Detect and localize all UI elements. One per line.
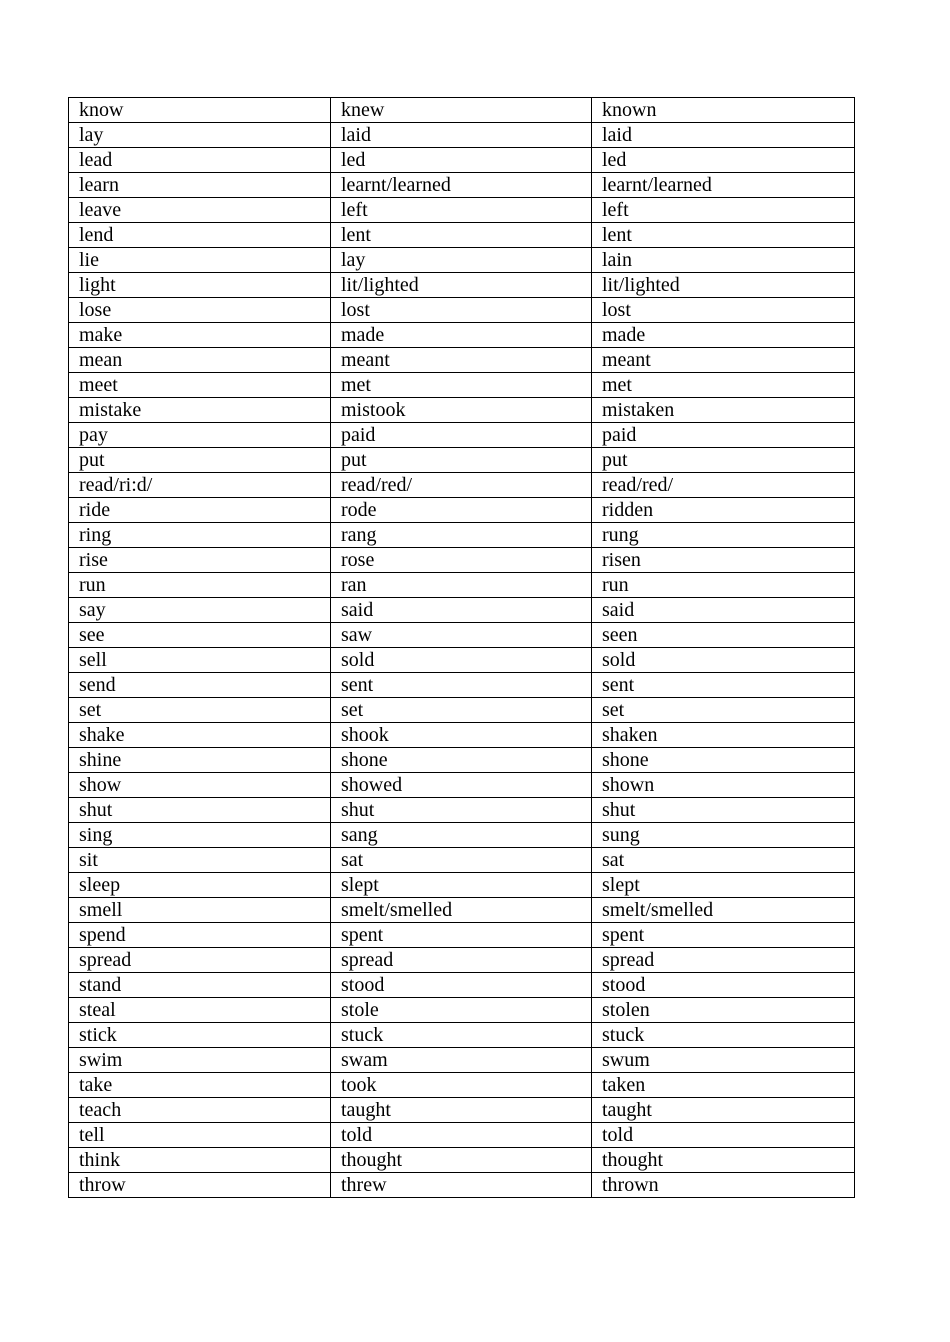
table-row: [69, 423, 855, 448]
table-row: [69, 373, 855, 398]
past-participle-cell: learnt/learned: [592, 173, 855, 198]
past-participle-cell: shut: [592, 798, 855, 823]
past-participle-cell: spent: [592, 923, 855, 948]
past-participle-cell: ridden: [592, 498, 855, 523]
table-row: [69, 1048, 855, 1073]
past-simple-cell: sent: [331, 673, 592, 698]
past-participle-cell: left: [592, 198, 855, 223]
base-form-cell: lend: [69, 223, 331, 248]
base-form-cell: sing: [69, 823, 331, 848]
past-participle-cell: met: [592, 373, 855, 398]
past-participle-cell: led: [592, 148, 855, 173]
base-form-cell: take: [69, 1073, 331, 1098]
table-row: [69, 298, 855, 323]
past-participle-cell: read/red/: [592, 473, 855, 498]
base-form-cell: smell: [69, 898, 331, 923]
base-form-cell: leave: [69, 198, 331, 223]
table-row: [69, 573, 855, 598]
base-form-cell: stick: [69, 1023, 331, 1048]
past-simple-cell: led: [331, 148, 592, 173]
table-row: [69, 623, 855, 648]
base-form-cell: swim: [69, 1048, 331, 1073]
past-simple-cell: stood: [331, 973, 592, 998]
table-row: [69, 848, 855, 873]
table-row: [69, 798, 855, 823]
past-simple-cell: paid: [331, 423, 592, 448]
table-row: [69, 698, 855, 723]
past-participle-cell: put: [592, 448, 855, 473]
past-participle-cell: sat: [592, 848, 855, 873]
base-form-cell: sit: [69, 848, 331, 873]
past-participle-cell: run: [592, 573, 855, 598]
base-form-cell: lay: [69, 123, 331, 148]
past-simple-cell: made: [331, 323, 592, 348]
past-simple-cell: smelt/smelled: [331, 898, 592, 923]
past-participle-cell: shaken: [592, 723, 855, 748]
past-participle-cell: made: [592, 323, 855, 348]
base-form-cell: rise: [69, 548, 331, 573]
base-form-cell: lead: [69, 148, 331, 173]
table-row: [69, 898, 855, 923]
past-participle-cell: meant: [592, 348, 855, 373]
table-row: [69, 148, 855, 173]
past-participle-cell: seen: [592, 623, 855, 648]
past-simple-cell: thought: [331, 1148, 592, 1173]
past-participle-cell: lost: [592, 298, 855, 323]
past-simple-cell: said: [331, 598, 592, 623]
table-row: [69, 348, 855, 373]
table-row: [69, 173, 855, 198]
past-simple-cell: meant: [331, 348, 592, 373]
table-row: [69, 923, 855, 948]
base-form-cell: set: [69, 698, 331, 723]
verb-forms-table: [68, 97, 855, 1198]
table-row: [69, 498, 855, 523]
past-simple-cell: read/red/: [331, 473, 592, 498]
past-simple-cell: told: [331, 1123, 592, 1148]
past-simple-cell: learnt/learned: [331, 173, 592, 198]
past-participle-cell: lain: [592, 248, 855, 273]
base-form-cell: know: [69, 98, 331, 123]
past-participle-cell: sung: [592, 823, 855, 848]
base-form-cell: stand: [69, 973, 331, 998]
base-form-cell: mean: [69, 348, 331, 373]
base-form-cell: shut: [69, 798, 331, 823]
table-row: [69, 98, 855, 123]
base-form-cell: say: [69, 598, 331, 623]
past-simple-cell: stole: [331, 998, 592, 1023]
past-simple-cell: knew: [331, 98, 592, 123]
table-row: [69, 773, 855, 798]
table-row: [69, 273, 855, 298]
base-form-cell: run: [69, 573, 331, 598]
table-row: [69, 998, 855, 1023]
past-simple-cell: stuck: [331, 1023, 592, 1048]
past-participle-cell: shone: [592, 748, 855, 773]
past-simple-cell: set: [331, 698, 592, 723]
base-form-cell: lie: [69, 248, 331, 273]
past-simple-cell: taught: [331, 1098, 592, 1123]
base-form-cell: shake: [69, 723, 331, 748]
past-simple-cell: shut: [331, 798, 592, 823]
past-simple-cell: spread: [331, 948, 592, 973]
base-form-cell: throw: [69, 1173, 331, 1198]
past-simple-cell: lit/lighted: [331, 273, 592, 298]
past-simple-cell: mistook: [331, 398, 592, 423]
table-row: [69, 823, 855, 848]
past-participle-cell: smelt/smelled: [592, 898, 855, 923]
table-row: [69, 1148, 855, 1173]
past-participle-cell: shown: [592, 773, 855, 798]
past-simple-cell: rose: [331, 548, 592, 573]
past-participle-cell: stolen: [592, 998, 855, 1023]
past-simple-cell: saw: [331, 623, 592, 648]
past-participle-cell: lit/lighted: [592, 273, 855, 298]
table-row: [69, 1098, 855, 1123]
table-row: [69, 1173, 855, 1198]
past-simple-cell: ran: [331, 573, 592, 598]
base-form-cell: meet: [69, 373, 331, 398]
base-form-cell: make: [69, 323, 331, 348]
table-row: [69, 673, 855, 698]
table-row: [69, 123, 855, 148]
base-form-cell: tell: [69, 1123, 331, 1148]
base-form-cell: put: [69, 448, 331, 473]
past-participle-cell: told: [592, 1123, 855, 1148]
table-row: [69, 473, 855, 498]
table-row: [69, 973, 855, 998]
past-participle-cell: sent: [592, 673, 855, 698]
table-row: [69, 873, 855, 898]
past-simple-cell: left: [331, 198, 592, 223]
past-participle-cell: known: [592, 98, 855, 123]
table-row: [69, 548, 855, 573]
past-simple-cell: lost: [331, 298, 592, 323]
past-simple-cell: sat: [331, 848, 592, 873]
table-row: [69, 748, 855, 773]
past-participle-cell: risen: [592, 548, 855, 573]
past-participle-cell: thrown: [592, 1173, 855, 1198]
table-row: [69, 523, 855, 548]
verb-forms-table-body: [69, 98, 855, 1198]
past-simple-cell: spent: [331, 923, 592, 948]
base-form-cell: show: [69, 773, 331, 798]
table-row: [69, 398, 855, 423]
base-form-cell: ride: [69, 498, 331, 523]
past-participle-cell: set: [592, 698, 855, 723]
table-row: [69, 323, 855, 348]
table-row: [69, 1023, 855, 1048]
past-participle-cell: stuck: [592, 1023, 855, 1048]
table-row: [69, 448, 855, 473]
base-form-cell: pay: [69, 423, 331, 448]
past-simple-cell: shook: [331, 723, 592, 748]
past-participle-cell: mistaken: [592, 398, 855, 423]
past-simple-cell: laid: [331, 123, 592, 148]
past-simple-cell: threw: [331, 1173, 592, 1198]
past-simple-cell: met: [331, 373, 592, 398]
past-participle-cell: spread: [592, 948, 855, 973]
base-form-cell: steal: [69, 998, 331, 1023]
past-simple-cell: swam: [331, 1048, 592, 1073]
past-participle-cell: taught: [592, 1098, 855, 1123]
base-form-cell: teach: [69, 1098, 331, 1123]
table-row: [69, 223, 855, 248]
past-simple-cell: lay: [331, 248, 592, 273]
past-participle-cell: swum: [592, 1048, 855, 1073]
base-form-cell: lose: [69, 298, 331, 323]
table-row: [69, 198, 855, 223]
past-simple-cell: lent: [331, 223, 592, 248]
base-form-cell: send: [69, 673, 331, 698]
past-participle-cell: laid: [592, 123, 855, 148]
past-simple-cell: sold: [331, 648, 592, 673]
past-participle-cell: lent: [592, 223, 855, 248]
base-form-cell: think: [69, 1148, 331, 1173]
past-simple-cell: shone: [331, 748, 592, 773]
table-row: [69, 598, 855, 623]
table-row: [69, 948, 855, 973]
base-form-cell: sleep: [69, 873, 331, 898]
base-form-cell: mistake: [69, 398, 331, 423]
past-participle-cell: taken: [592, 1073, 855, 1098]
base-form-cell: learn: [69, 173, 331, 198]
base-form-cell: sell: [69, 648, 331, 673]
base-form-cell: spread: [69, 948, 331, 973]
past-participle-cell: sold: [592, 648, 855, 673]
past-simple-cell: put: [331, 448, 592, 473]
past-participle-cell: paid: [592, 423, 855, 448]
past-participle-cell: rung: [592, 523, 855, 548]
table-row: [69, 1123, 855, 1148]
past-participle-cell: slept: [592, 873, 855, 898]
base-form-cell: ring: [69, 523, 331, 548]
past-simple-cell: sang: [331, 823, 592, 848]
past-participle-cell: stood: [592, 973, 855, 998]
past-participle-cell: said: [592, 598, 855, 623]
past-participle-cell: thought: [592, 1148, 855, 1173]
base-form-cell: see: [69, 623, 331, 648]
base-form-cell: read/ri:d/: [69, 473, 331, 498]
past-simple-cell: slept: [331, 873, 592, 898]
base-form-cell: spend: [69, 923, 331, 948]
past-simple-cell: took: [331, 1073, 592, 1098]
base-form-cell: light: [69, 273, 331, 298]
table-row: [69, 723, 855, 748]
table-row: [69, 248, 855, 273]
past-simple-cell: showed: [331, 773, 592, 798]
base-form-cell: shine: [69, 748, 331, 773]
past-simple-cell: rode: [331, 498, 592, 523]
table-row: [69, 648, 855, 673]
past-simple-cell: rang: [331, 523, 592, 548]
table-row: [69, 1073, 855, 1098]
